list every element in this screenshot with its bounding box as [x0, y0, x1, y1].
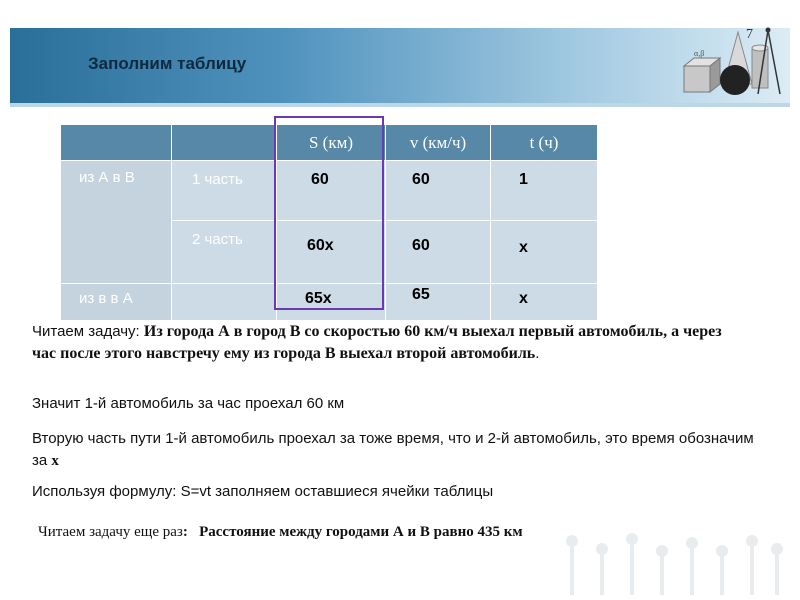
header-s: S (км) — [277, 125, 386, 161]
row-sub-part1: 1 часть — [172, 161, 277, 221]
header-divider — [10, 103, 790, 107]
cell-t-3 — [491, 284, 598, 321]
header-empty-cell — [61, 125, 172, 161]
paragraph-first-hour: Значит 1-й автомобиль за час проехал 60 км — [32, 395, 345, 412]
paragraph-reread-prefix: Читаем задачу еще раз — [38, 524, 183, 540]
row-label-a-to-b: из А в В — [61, 161, 172, 284]
deco-label: 7 — [746, 27, 753, 42]
paragraph-reread-colon: : — [182, 524, 188, 540]
value-v-2: 60 — [412, 237, 430, 254]
row-sub-part2: 2 часть — [172, 221, 277, 284]
cell-t-1 — [491, 161, 598, 221]
paragraph-formula: Используя формулу: S=vt заполняем оставшиеся ячейки таблицы — [32, 483, 494, 500]
slide-title: Заполним таблицу — [88, 54, 247, 73]
paragraph-problem-bold: Из города А в город В со скоростью 60 км/ч выехал первый автомобиль, а через час после этого навстречу ему из города В выехал второй автомобиль — [32, 323, 722, 362]
paragraph-problem-suffix: . — [535, 345, 540, 362]
row-label-b-to-a: из в в А — [61, 284, 172, 321]
value-t-1: 1 — [519, 171, 528, 188]
value-v-1: 60 — [412, 171, 430, 188]
header-v: v (км/ч) — [386, 125, 491, 161]
cell-v-2 — [386, 221, 491, 284]
value-s-3: 65x — [305, 290, 332, 307]
value-v-3: 65 — [412, 286, 430, 303]
value-t-2: x — [519, 239, 528, 256]
plant-pattern-decoration — [560, 525, 790, 595]
cell-v-3 — [386, 284, 491, 321]
paragraph-problem — [32, 321, 732, 365]
header-t: t (ч) — [491, 125, 598, 161]
value-t-3: x — [519, 290, 528, 307]
header-empty-cell — [172, 125, 277, 161]
paragraph-second-part-text: Вторую часть пути 1-й автомобиль проехал за тоже время, что и 2-й автомобиль, это время обозначим за — [32, 430, 754, 469]
geometry-solids-icon — [680, 22, 790, 107]
value-s-2: 60x — [307, 237, 334, 254]
column-highlight-frame — [274, 116, 384, 310]
row-sub-empty — [172, 284, 277, 321]
cell-t-2 — [491, 221, 598, 284]
paragraph-second-part-var: х — [51, 453, 59, 469]
paragraph-second-part — [32, 428, 772, 472]
svg-text:α,β: α,β — [694, 49, 705, 58]
cell-v-1 — [386, 161, 491, 221]
value-s-1: 60 — [311, 171, 329, 188]
paragraph-problem-prefix: Читаем задачу: — [32, 323, 144, 340]
paragraph-reread-bold: Расстояние между городами А и В равно 435 км — [199, 524, 523, 540]
